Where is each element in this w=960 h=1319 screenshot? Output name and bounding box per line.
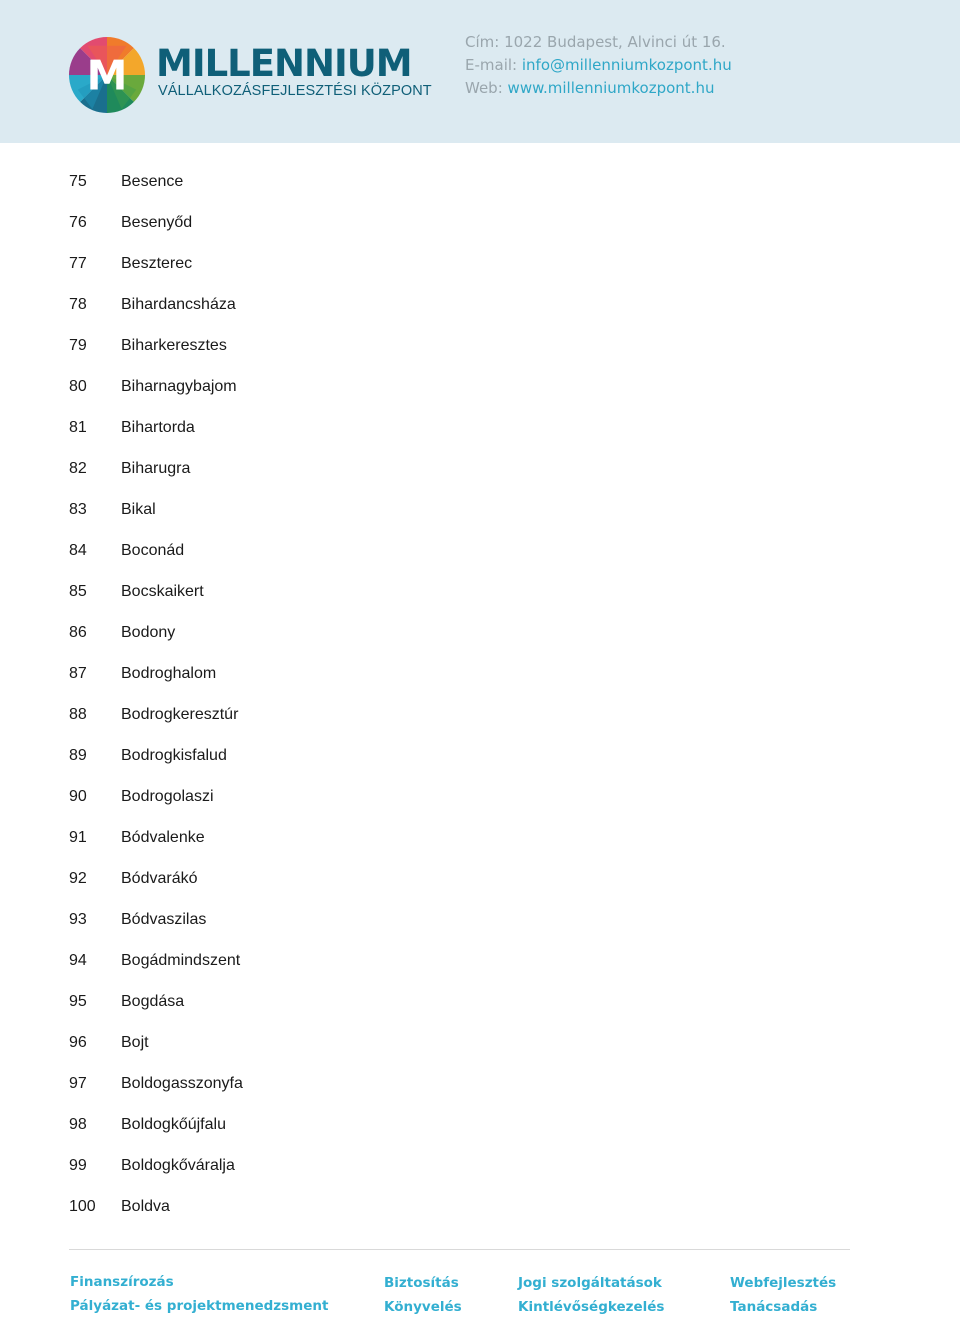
footer-link-tanacsadas[interactable]: Tanácsadás xyxy=(730,1299,818,1315)
list-item-name: Boldogkőváralja xyxy=(121,1157,235,1174)
list-item-name: Boldva xyxy=(121,1198,170,1215)
list-item xyxy=(0,1105,600,1146)
list-item-number: 84 xyxy=(69,542,87,559)
list-item-number: 85 xyxy=(69,583,87,600)
list-item-name: Besenyőd xyxy=(121,214,193,231)
list-item xyxy=(0,490,600,531)
list-item xyxy=(0,818,600,859)
list-item xyxy=(0,982,600,1023)
list-item-name: Bódvaszilas xyxy=(121,911,207,928)
list-item-number: 95 xyxy=(69,993,87,1010)
footer-link-finanszirozas[interactable]: Finanszírozás xyxy=(70,1274,174,1290)
list-item xyxy=(0,531,600,572)
millennium-logo-icon xyxy=(68,36,146,114)
list-item-name: Boldogasszonyfa xyxy=(121,1075,243,1092)
list-item xyxy=(0,162,600,203)
web-label: Web: xyxy=(465,79,503,97)
list-item xyxy=(0,1187,600,1228)
list-item-name: Besence xyxy=(121,173,184,190)
list-item-name: Bodroghalom xyxy=(121,665,217,682)
email-link[interactable]: info@millenniumkozpont.hu xyxy=(521,56,732,74)
list-item-name: Bodony xyxy=(121,624,176,641)
list-item xyxy=(0,941,600,982)
list-item xyxy=(0,244,600,285)
web-row xyxy=(465,77,732,100)
list-item-number: 80 xyxy=(69,378,87,395)
list-item xyxy=(0,572,600,613)
list-item-number: 98 xyxy=(69,1116,87,1133)
list-item-number: 90 xyxy=(69,788,87,805)
footer-link-konyveles[interactable]: Könyvelés xyxy=(384,1299,462,1315)
list-item-number: 92 xyxy=(69,870,87,887)
list-item-number: 81 xyxy=(69,419,87,436)
page-header xyxy=(0,0,960,143)
list-item xyxy=(0,1064,600,1105)
list-item-number: 83 xyxy=(69,501,87,518)
list-item-name: Bodrogolaszi xyxy=(121,788,214,805)
list-item-number: 94 xyxy=(69,952,87,969)
list-item-name: Boldogkőújfalu xyxy=(121,1116,226,1133)
list-item-name: Bódvalenke xyxy=(121,829,205,846)
list-item-name: Bikal xyxy=(121,501,156,518)
list-item xyxy=(0,1023,600,1064)
list-item xyxy=(0,859,600,900)
list-item-number: 93 xyxy=(69,911,87,928)
list-item xyxy=(0,203,600,244)
list-item-number: 97 xyxy=(69,1075,87,1092)
list-item-number: 88 xyxy=(69,706,87,723)
list-item-name: Bogdása xyxy=(121,993,185,1010)
logo-title: MILLENNIUM xyxy=(156,42,412,85)
list-item xyxy=(0,449,600,490)
list-item-number: 100 xyxy=(69,1198,96,1215)
list-item-name: Bihartorda xyxy=(121,419,195,436)
footer-link-kintlevoseg[interactable]: Kintlévőségkezelés xyxy=(518,1299,665,1315)
list-item xyxy=(0,326,600,367)
list-item-name: Boconád xyxy=(121,542,185,559)
email-label: E-mail: xyxy=(465,56,518,74)
list-item-number: 96 xyxy=(69,1034,87,1051)
list-item-number: 89 xyxy=(69,747,87,764)
footer-link-palyazat[interactable]: Pályázat- és projektmenedzsment xyxy=(70,1298,329,1314)
list-item xyxy=(0,777,600,818)
list-item-number: 99 xyxy=(69,1157,87,1174)
address-value: 1022 Budapest, Alvinci út 16. xyxy=(504,33,726,51)
address-row xyxy=(465,31,732,54)
list-item xyxy=(0,408,600,449)
footer-link-jogi[interactable]: Jogi szolgáltatások xyxy=(518,1275,662,1291)
web-link[interactable]: www.millenniumkozpont.hu xyxy=(507,79,715,97)
list-item-name: Bogádmindszent xyxy=(121,952,241,969)
list-item-name: Beszterec xyxy=(121,255,193,272)
list-item-name: Bojt xyxy=(121,1034,149,1051)
list-item-number: 76 xyxy=(69,214,87,231)
list-item xyxy=(0,613,600,654)
list-item xyxy=(0,367,600,408)
list-item-number: 79 xyxy=(69,337,87,354)
list-item xyxy=(0,736,600,777)
list-item-name: Biharkeresztes xyxy=(121,337,227,354)
footer-link-biztositas[interactable]: Biztosítás xyxy=(384,1275,459,1291)
list-item-number: 82 xyxy=(69,460,87,477)
logo-letter: M xyxy=(86,51,128,100)
list-item-number: 91 xyxy=(69,829,87,846)
list-item-name: Biharugra xyxy=(121,460,191,477)
address-label: Cím: xyxy=(465,33,500,51)
list-item xyxy=(0,695,600,736)
list-item-name: Bocskaikert xyxy=(121,583,204,600)
list-item-name: Bodrogkisfalud xyxy=(121,747,227,764)
list-item-number: 87 xyxy=(69,665,87,682)
logo-subtitle: VÁLLALKOZÁSFEJLESZTÉSI KÖZPONT xyxy=(158,83,432,99)
footer-link-webfejlesztes[interactable]: Webfejlesztés xyxy=(730,1275,837,1291)
list-item-number: 78 xyxy=(69,296,87,313)
list-item-number: 75 xyxy=(69,173,87,190)
contact-info xyxy=(465,31,732,100)
list-item-name: Bihardancsháza xyxy=(121,296,236,313)
email-row xyxy=(465,54,732,77)
list-item xyxy=(0,654,600,695)
list-item-number: 86 xyxy=(69,624,87,641)
list-item xyxy=(0,1146,600,1187)
list-item-name: Bódvarákó xyxy=(121,870,198,887)
footer-divider xyxy=(69,1249,850,1250)
list-item xyxy=(0,285,600,326)
list-item-number: 77 xyxy=(69,255,87,272)
list-item xyxy=(0,900,600,941)
list-item-name: Biharnagybajom xyxy=(121,378,237,395)
list-item-name: Bodrogkeresztúr xyxy=(121,706,239,723)
